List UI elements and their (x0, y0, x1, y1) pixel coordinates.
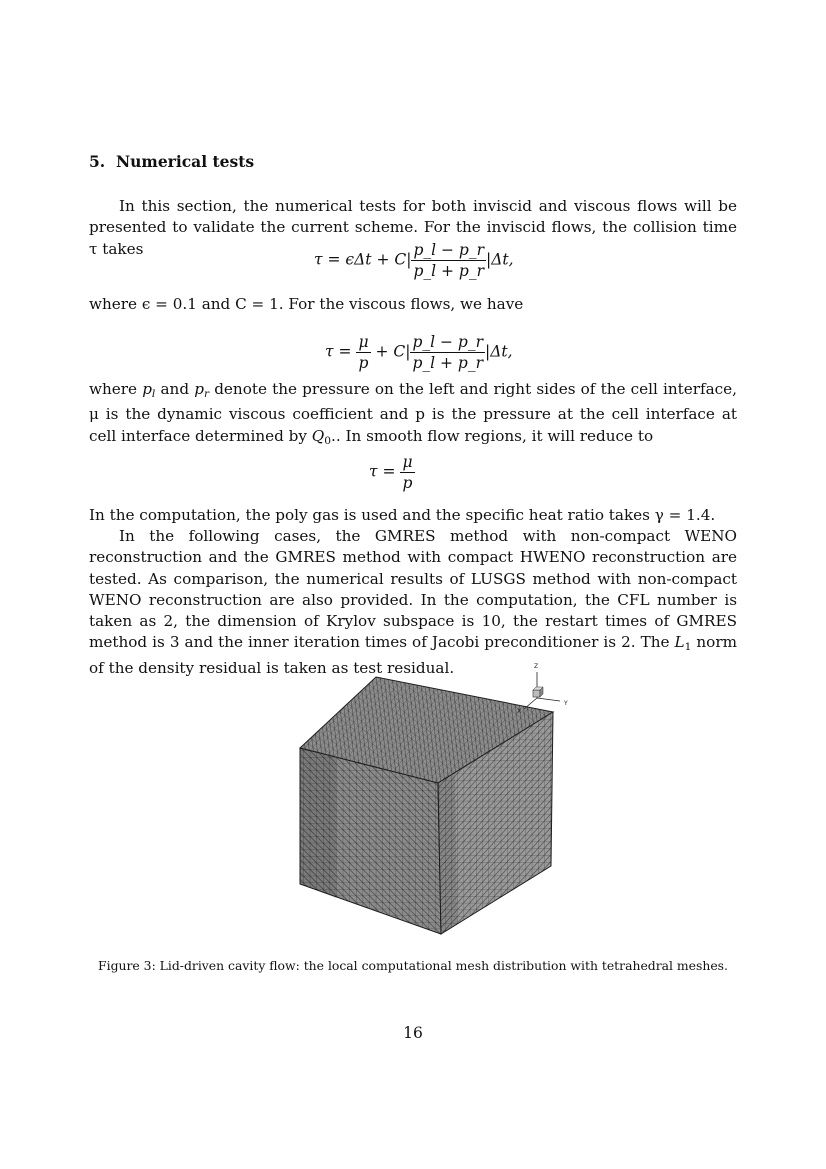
eq2-mid: + C| (375, 342, 411, 361)
page-number: 16 (403, 1024, 423, 1042)
pressure-definition-paragraph: where $p_l$ and $p_r$ denote the pressure on the left and right sides of the cell interface, μ is the dynamic viscous coefficient and p is the pressure at the cell interface at cell interface determined by $Q_0$.. In smooth flow regions, it will reduce to (89, 380, 737, 447)
test-cases-paragraph: In the following cases, the GMRES method with non-compact WENO reconstruction and the GMRES method with compact HWENO reconstruction are tested. As comparison, the numerical results of LUSGS method with non-compact WENO reconstruction are also provided. In the computation, the CFL number is taken as 2, the dimension of Krylov subspace is 10, the restart times of GMRES method is 3 and the inner iteration times of Jacobi preconditioner is 2. The $L_1$ norm of the density residual is taken as test residual. (89, 527, 737, 677)
viscous-intro-paragraph: where ϵ = 0.1 and C = 1. For the viscous flows, we have (89, 295, 524, 313)
section-title: Numerical tests (115, 152, 255, 171)
equation-inviscid-collision-time (314, 241, 514, 280)
eq2-fraction-pressure (410, 333, 485, 372)
eq2-lhs: τ = (325, 342, 352, 361)
eq3-lhs: τ = (369, 462, 396, 481)
eq3-numerator: μ (402, 453, 413, 471)
eq2-denominator: p_l + p_r (412, 354, 484, 372)
eq2-frac1-denominator: p (358, 354, 369, 372)
eq2-fraction-mu-p (356, 333, 370, 372)
section-heading (89, 152, 254, 171)
mesh-cube-figure (290, 658, 580, 940)
eq1-fraction (411, 241, 486, 280)
eq3-fraction (400, 453, 414, 492)
eq2-numerator: p_l − p_r (412, 333, 484, 351)
equation-viscous-collision-time (325, 333, 513, 372)
eq1-numerator: p_l − p_r (413, 241, 485, 259)
eq1-rhs: |Δt, (486, 250, 514, 269)
eq1-denominator: p_l + p_r (413, 262, 485, 280)
eq1-lhs: τ = ϵΔt + C| (314, 250, 412, 269)
eq2-rhs: |Δt, (485, 342, 513, 361)
eq3-denominator: p (402, 474, 413, 492)
intro-paragraph: In this section, the numerical tests for both inviscid and viscous flows will be presented to validate the current scheme. For the inviscid flows, the collision time τ takes (89, 197, 737, 258)
axis-label-x: X (517, 708, 522, 715)
axis-label-y: Y (564, 700, 568, 707)
gas-paragraph: In the computation, the poly gas is used and the specific heat ratio takes γ = 1.4. (89, 506, 716, 524)
equation-smooth-collision-time (369, 453, 415, 492)
figure-caption: Figure 3: Lid-driven cavity flow: the local computational mesh distribution with tetrahedral meshes. (98, 958, 728, 973)
section-number: 5. (89, 152, 106, 171)
eq2-frac1-numerator: μ (358, 333, 369, 351)
axis-label-z: Z (534, 663, 539, 670)
